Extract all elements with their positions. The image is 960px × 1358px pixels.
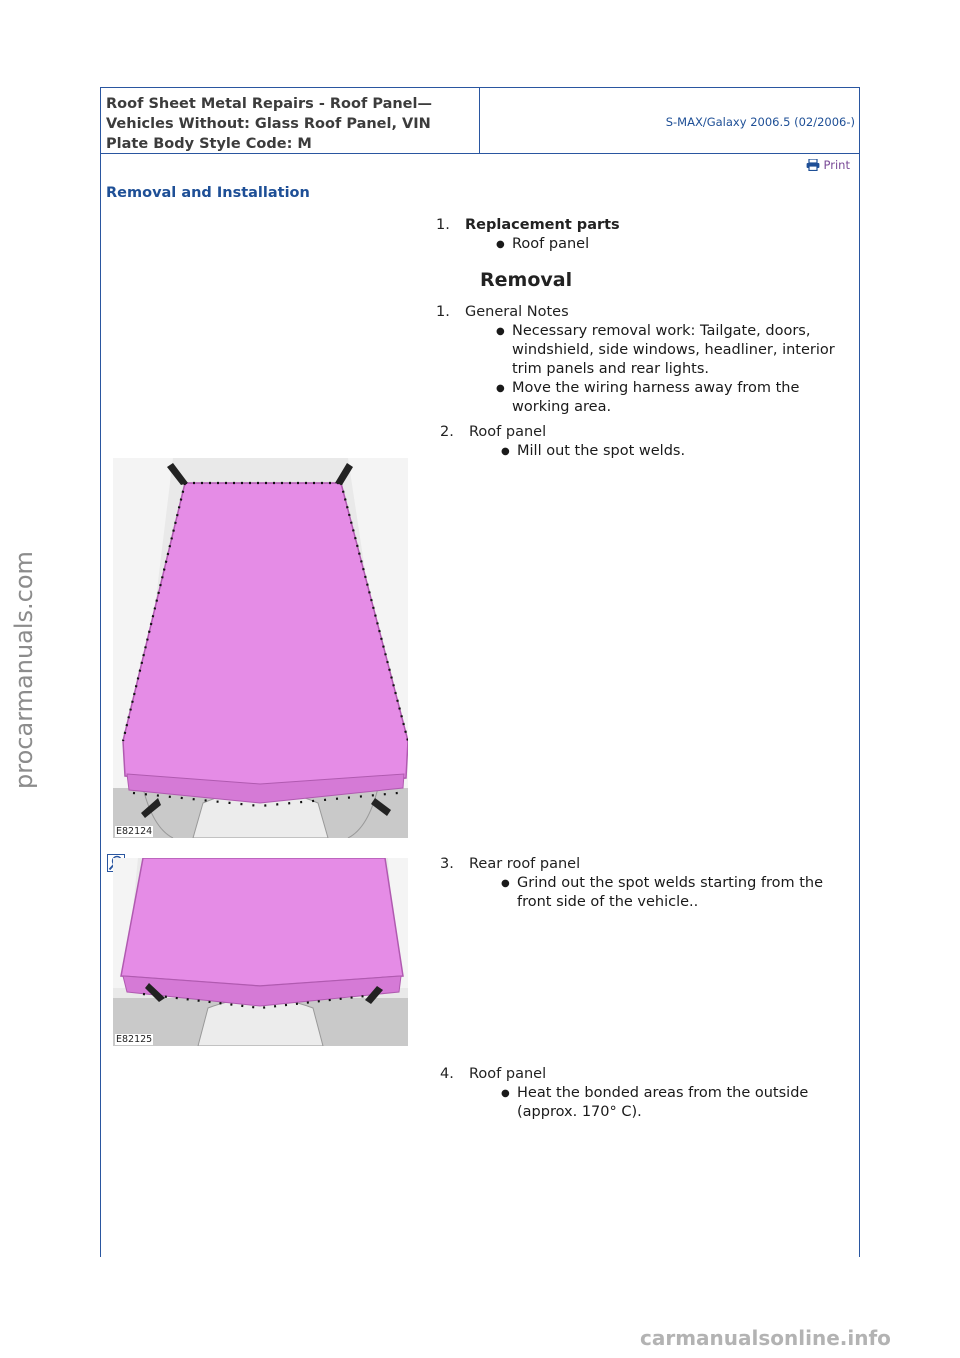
- step-2-bullets: [501, 442, 851, 461]
- page-title: Roof Sheet Metal Repairs - Roof Panel— Vehicles Without: Glass Roof Panel, VIN Plate Body Style Code: M: [106, 96, 432, 152]
- step-number: 2.: [440, 424, 454, 440]
- printer-icon: [806, 159, 820, 171]
- step-number: 3.: [440, 856, 454, 872]
- list-item: ● Mill out the spot welds.: [501, 442, 851, 461]
- figure-id: E82125: [116, 1034, 153, 1045]
- step-3-bullets: [501, 874, 851, 912]
- list-item: ● Move the wiring harness away from the working area.: [496, 379, 846, 417]
- list-item: ● Necessary removal work: Tailgate, doors, windshield, side windows, headliner, interior trim panels and rear lights.: [496, 322, 846, 379]
- side-watermark: [2, 540, 46, 800]
- roof-panel-illustration: [113, 458, 408, 838]
- figure-id: E82124: [116, 826, 153, 837]
- print-button[interactable]: [806, 158, 850, 172]
- removal-heading: Removal: [480, 269, 573, 291]
- step-label: Replacement parts: [465, 217, 620, 233]
- step-number: 1.: [436, 217, 450, 233]
- print-label: Print: [823, 158, 850, 172]
- list-item: ● Roof panel: [496, 235, 846, 254]
- title-cell: [101, 88, 480, 153]
- step-label: Rear roof panel: [469, 856, 581, 872]
- list-item: ● Heat the bonded areas from the outside (approx. 170° C).: [501, 1084, 831, 1122]
- footer-watermark: carmanualsonline.info: [640, 1326, 891, 1350]
- step-number: 1.: [436, 304, 450, 320]
- step-4-bullets: [501, 1084, 831, 1122]
- step-1-bullets: [496, 322, 846, 417]
- step-label: General Notes: [465, 304, 569, 320]
- step-label: Roof panel: [469, 1066, 547, 1082]
- rear-roof-diagram: [113, 858, 408, 1046]
- model-label: S-MAX/Galaxy 2006.5 (02/2006-): [665, 115, 855, 129]
- step-number: 4.: [440, 1066, 454, 1082]
- rear-roof-illustration: [113, 858, 408, 1046]
- section-title: Removal and Installation: [106, 185, 310, 201]
- list-item: ● Grind out the spot welds starting from the front side of the vehicle..: [501, 874, 851, 912]
- roof-panel-diagram: [113, 458, 408, 838]
- step-label: Roof panel: [469, 424, 547, 440]
- header-row: [101, 88, 859, 154]
- replacement-bullets: [496, 235, 846, 254]
- watermark-text: procarmanuals.com: [10, 551, 38, 789]
